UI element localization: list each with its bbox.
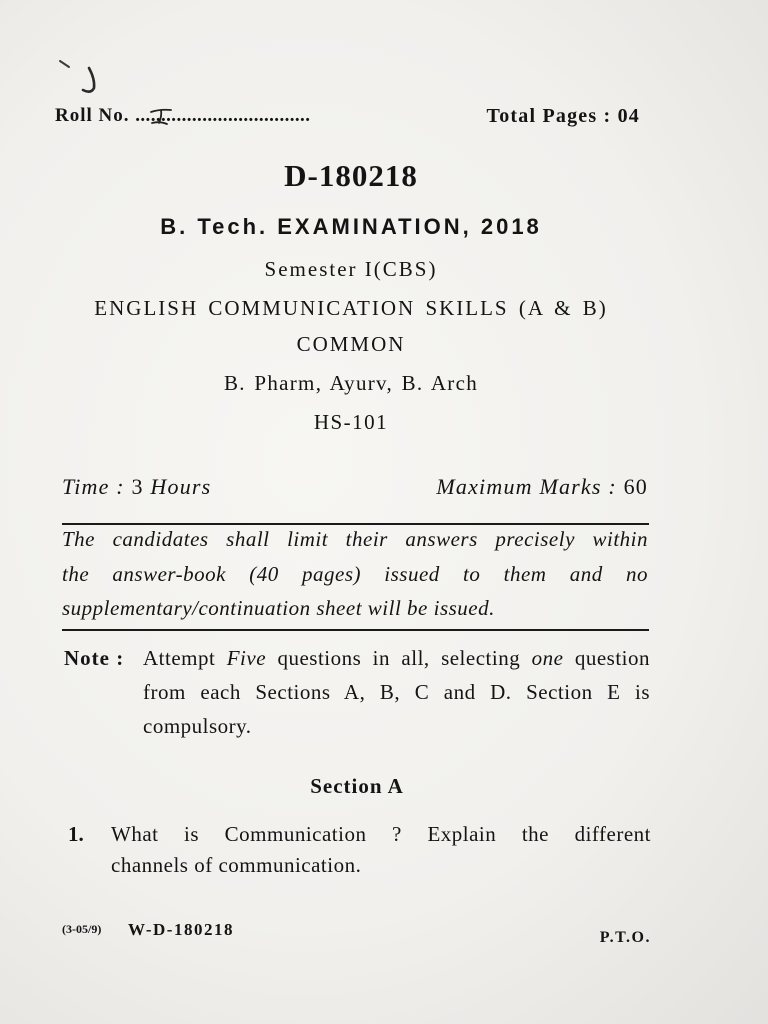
time-unit: Hours (150, 474, 212, 499)
subject-title: ENGLISH COMMUNICATION SKILLS (A & B) (94, 296, 608, 320)
question-text-line: channels of communication. (111, 853, 362, 877)
instructions-line: the answer-book (40 pages) issued to them and no (62, 562, 648, 586)
programs: B. Pharm, Ayurv, B. Arch (223, 371, 479, 395)
question-text-line: What is Communication ? Explain the different (111, 822, 651, 846)
maximum-marks-label: Maximum Marks : (436, 474, 617, 499)
note-emphasis: one (531, 646, 564, 670)
roll-number-label: Roll No. (55, 105, 130, 126)
exam-title: B. Tech. EXAMINATION, 2018 (160, 214, 542, 239)
note-line (143, 680, 650, 705)
please-turn-over: P.T.O. (599, 929, 651, 946)
bottom-divider (62, 629, 649, 631)
note-text: question (563, 646, 651, 670)
total-pages (487, 105, 640, 128)
note-emphasis: Five (226, 646, 267, 670)
time-label: Time : (62, 474, 125, 499)
maximum-marks (436, 474, 648, 500)
top-divider (62, 523, 649, 525)
instructions-line: supplementary/continuation sheet will be issued. (62, 596, 495, 620)
note-label: Note : (64, 646, 125, 670)
footer-code: (3-05/9) (62, 922, 102, 936)
paper-code: D-180218 (284, 158, 418, 193)
note-text: Attempt (143, 646, 227, 670)
course-code: HS-101 (313, 410, 389, 434)
time-allowed (62, 474, 211, 500)
total-pages-label: Total Pages : (486, 105, 612, 127)
footer-paper-reference: W-D-180218 (128, 920, 234, 939)
note-line (143, 714, 650, 739)
question-number: 1. (68, 822, 84, 846)
subject-note: COMMON (296, 332, 406, 356)
time-value: 3 (131, 474, 144, 499)
note-text: compulsory. (143, 714, 252, 738)
total-pages-value: 04 (617, 105, 640, 127)
roll-number-dots: .................................. (135, 105, 311, 126)
instructions-line: The candidates shall limit their answers precisely within (62, 527, 648, 551)
maximum-marks-value: 60 (623, 474, 648, 499)
handwritten-hook-mark (83, 68, 94, 92)
semester: Semester I(CBS) (264, 257, 438, 281)
note-line (143, 646, 650, 671)
section-title: Section A (310, 774, 404, 798)
note-text: questions in all, selecting (266, 646, 532, 670)
note-text: from each Sections A, B, C and D. Section E is (143, 680, 650, 704)
roll-number-field (55, 105, 310, 127)
handwritten-tick-mark (60, 61, 69, 67)
